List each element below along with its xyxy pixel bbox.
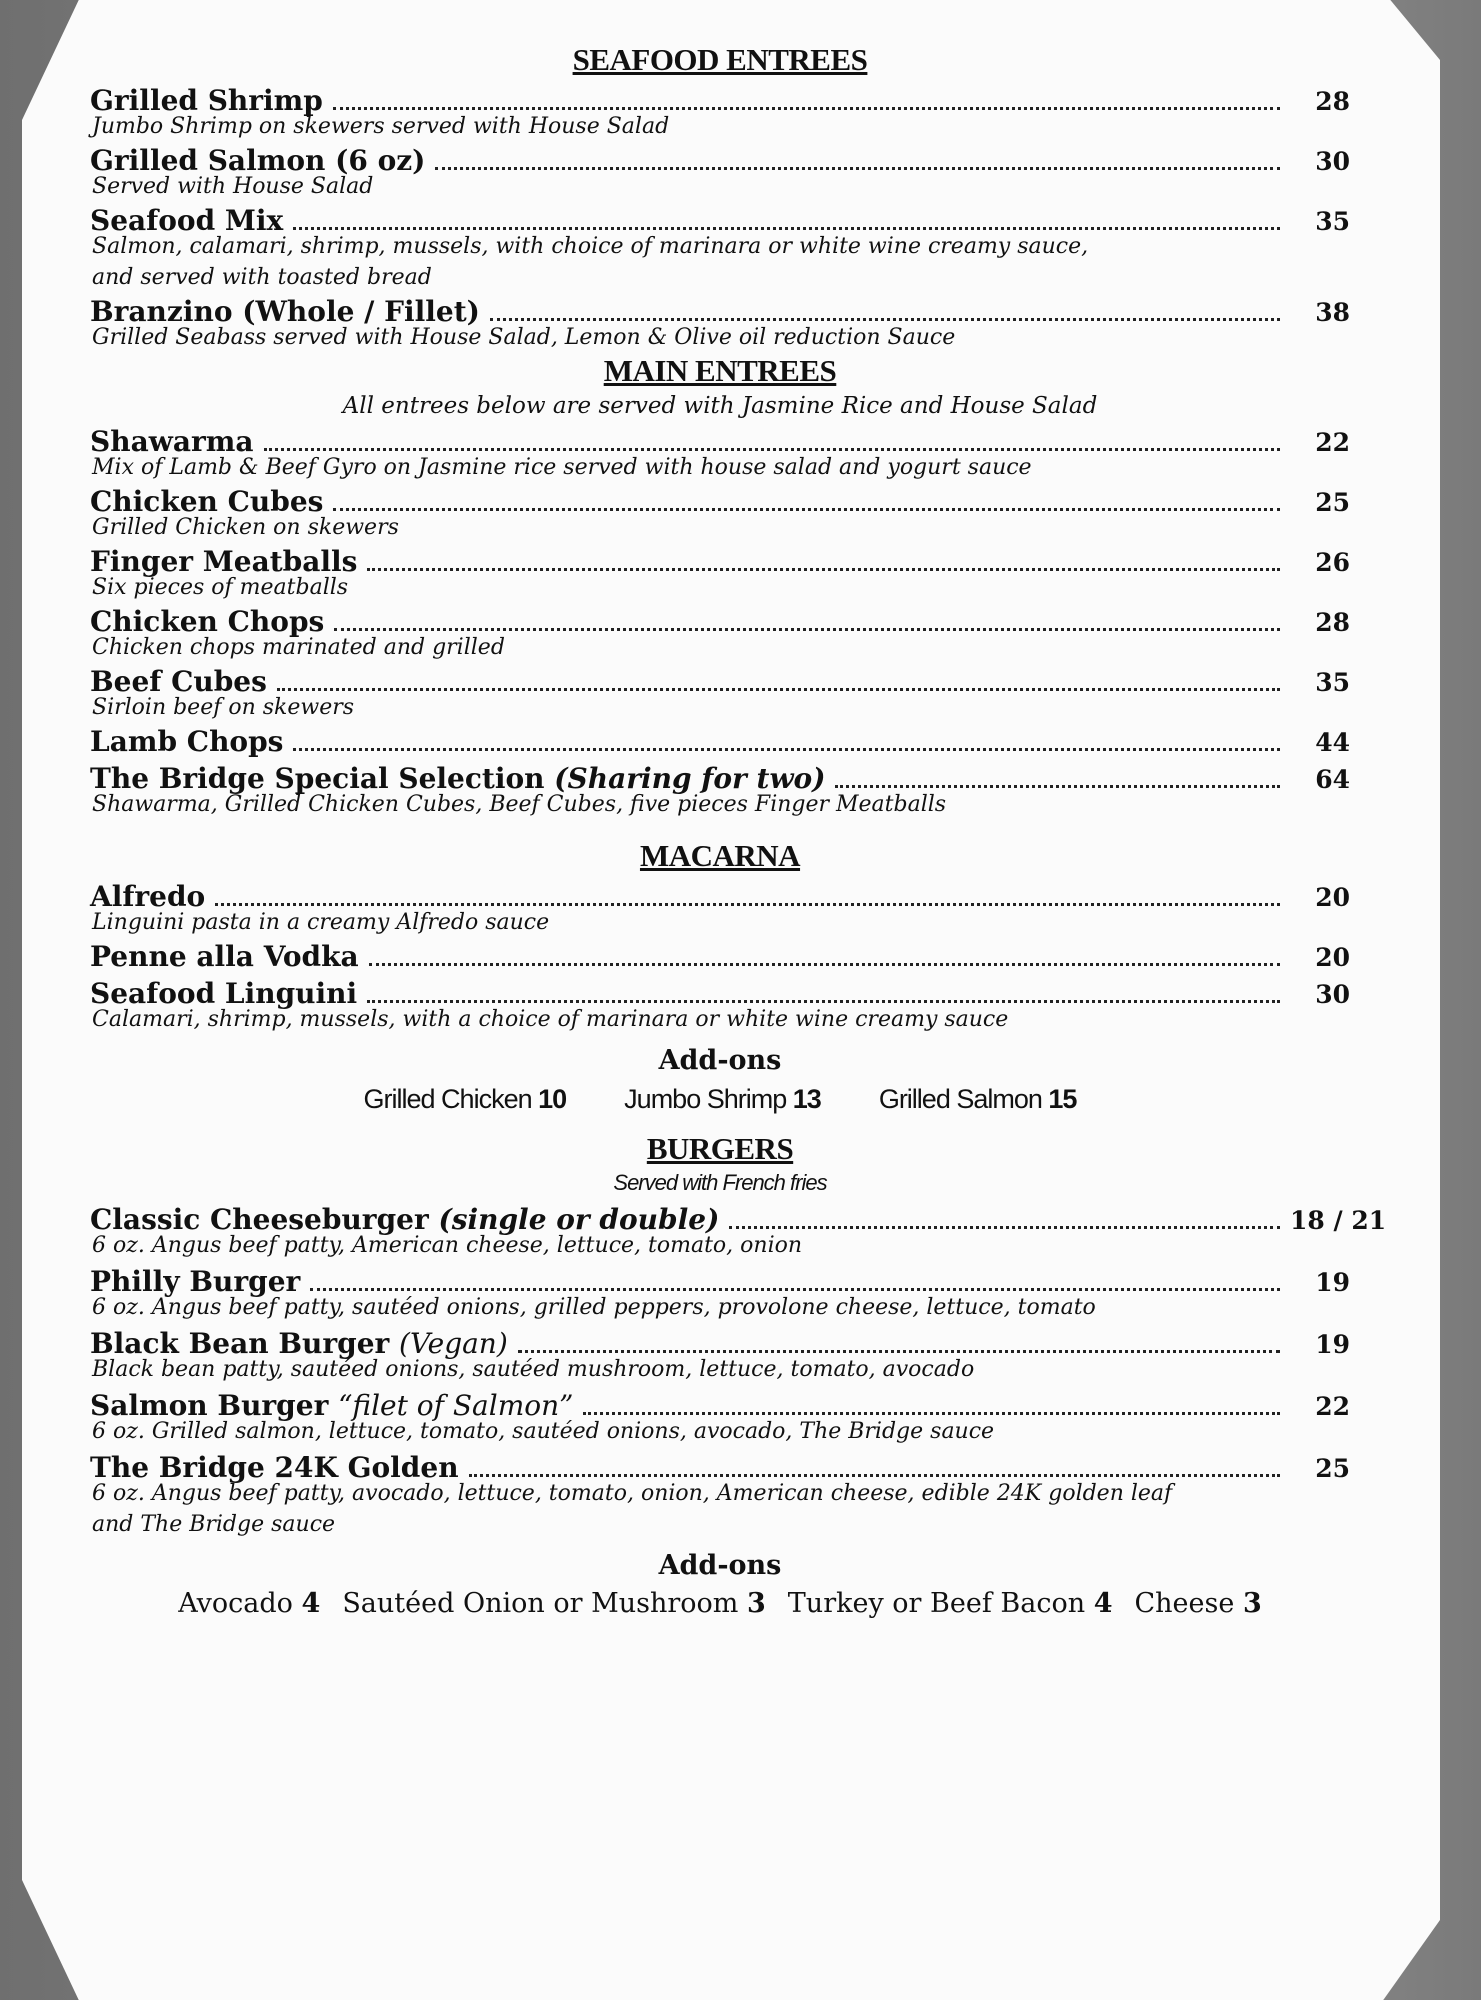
addon-name: Cheese xyxy=(1134,1588,1235,1619)
menu-item-title: Alfredo xyxy=(90,880,206,913)
leader-dots xyxy=(264,448,1281,451)
addon-name: Grilled Chicken xyxy=(363,1084,532,1114)
leader-dots xyxy=(293,227,1280,230)
menu-item xyxy=(90,977,1350,1033)
menu-item xyxy=(90,295,1350,351)
seafood-list xyxy=(90,84,1350,351)
menu-item-price: 19 xyxy=(1315,1330,1350,1359)
menu-item xyxy=(90,762,1350,818)
addon-item xyxy=(1135,1584,1262,1624)
menu-item-title: Grilled Salmon (6 oz) xyxy=(90,144,426,177)
leader-dots xyxy=(277,688,1280,691)
menu-item xyxy=(90,940,1350,973)
menu-item-description: Calamari, shrimp, mussels, with a choice of marinara or white wine creamy sauce xyxy=(92,1007,1009,1032)
menu-item xyxy=(90,1327,1350,1383)
menu-item-row xyxy=(90,940,1350,973)
menu-sheet xyxy=(90,40,1387,1940)
macarna-addons xyxy=(90,1079,1350,1119)
leader-dots xyxy=(583,1412,1280,1415)
menu-item-description: Mix of Lamb & Beef Gyro on Jasmine rice served with house salad and yogurt sauce xyxy=(92,455,1032,480)
menu-item-price: 44 xyxy=(1315,728,1350,757)
leader-dots xyxy=(435,167,1280,170)
leader-dots xyxy=(490,318,1280,321)
leader-dots xyxy=(293,748,1280,751)
menu-item-description: 6 oz. Grilled salmon, lettuce, tomato, sautéed onions, avocado, The Bridge sauce xyxy=(92,1419,995,1444)
addon-price: 15 xyxy=(1048,1084,1077,1114)
addon-name: Avocado xyxy=(178,1588,293,1619)
addon-name: Jumbo Shrimp xyxy=(624,1084,787,1114)
menu-item-description: Sirloin beef on skewers xyxy=(92,695,355,720)
menu-item xyxy=(90,485,1350,541)
menu-item-price: 22 xyxy=(1315,1392,1350,1421)
section-title-macarna: MACARNA xyxy=(639,838,801,873)
menu-item-price: 38 xyxy=(1315,298,1350,327)
menu-item xyxy=(90,84,1350,140)
menu-item-title: Penne alla Vodka xyxy=(90,940,359,973)
addon-item xyxy=(788,1584,1113,1624)
menu-item-name xyxy=(90,725,283,758)
addon-item xyxy=(178,1584,320,1624)
menu-item-price: 28 xyxy=(1315,608,1350,637)
menu-item xyxy=(90,545,1350,601)
menu-item xyxy=(90,204,1350,291)
leader-dots xyxy=(333,508,1280,511)
menu-item-title: Salmon Burger xyxy=(90,1389,329,1422)
menu-item-title: Chicken Cubes xyxy=(90,485,324,518)
menu-item-title: The Bridge Special Selection xyxy=(90,762,545,795)
menu-item-description: Chicken chops marinated and grilled xyxy=(92,635,505,660)
section-title-seafood: SEAFOOD ENTREES xyxy=(572,42,868,77)
addon-name: Turkey or Beef Bacon xyxy=(787,1588,1086,1619)
menu-item-title: Chicken Chops xyxy=(90,605,325,638)
leader-dots xyxy=(367,1000,1280,1003)
main-list xyxy=(90,425,1350,818)
menu-item-title: Beef Cubes xyxy=(90,665,267,698)
menu-item-description: Salmon, calamari, shrimp, mussels, with choice of marinara or white wine creamy sauce, xyxy=(92,234,1089,259)
menu-item-title: Seafood Mix xyxy=(90,204,284,237)
menu-item-title: Grilled Shrimp xyxy=(90,84,323,117)
menu-item-price: 22 xyxy=(1315,428,1350,457)
menu-item-description: Shawarma, Grilled Chicken Cubes, Beef Cubes, five pieces Finger Meatballs xyxy=(92,792,947,817)
menu-item xyxy=(90,1389,1350,1445)
menu-item-price: 26 xyxy=(1315,548,1350,577)
menu-item-aside: (single or double) xyxy=(438,1203,720,1236)
menu-item xyxy=(90,880,1350,936)
menu-item-title: Black Bean Burger xyxy=(90,1327,390,1360)
menu-item-description-cont: and served with toasted bread xyxy=(92,265,432,290)
addon-item xyxy=(879,1079,1077,1119)
menu-item-price: 20 xyxy=(1315,943,1350,972)
menu-item-description: Black bean patty, sautéed onions, sautéed mushroom, lettuce, tomato, avocado xyxy=(92,1357,975,1382)
main-entrees-note: All entrees below are served with Jasmine Rice and House Salad xyxy=(342,393,1098,419)
menu-item xyxy=(90,144,1350,200)
addon-item xyxy=(364,1079,567,1119)
menu-item-title: Lamb Chops xyxy=(90,725,284,758)
macarna-list xyxy=(90,880,1350,1033)
section-title-main: MAIN ENTREES xyxy=(603,353,837,388)
menu-item-aside: (Sharing for two) xyxy=(554,762,826,795)
menu-item-description: Grilled Seabass served with House Salad, Lemon & Olive oil reduction Sauce xyxy=(92,325,956,350)
addon-item xyxy=(624,1079,821,1119)
menu-item-description: Linguini pasta in a creamy Alfredo sauce xyxy=(92,910,550,935)
menu-item xyxy=(90,1451,1350,1538)
menu-item-description-cont: and The Bridge sauce xyxy=(92,1512,336,1537)
burgers-addons-title: Add-ons xyxy=(658,1550,782,1581)
menu-item-aside: (Vegan) xyxy=(399,1327,508,1360)
menu-item-title: Classic Cheeseburger xyxy=(90,1203,429,1236)
menu-item-description: 6 oz. Angus beef patty, avocado, lettuce, tomato, onion, American cheese, edible 24K golden leaf xyxy=(92,1481,1173,1506)
menu-item-price: 20 xyxy=(1315,883,1350,912)
menu-item-price: 35 xyxy=(1315,207,1350,236)
menu-item-price: 25 xyxy=(1315,488,1350,517)
menu-item-title: Seafood Linguini xyxy=(90,977,358,1010)
menu-item xyxy=(90,1203,1387,1259)
menu-item-title: The Bridge 24K Golden xyxy=(90,1451,459,1484)
leader-dots xyxy=(310,1288,1280,1291)
menu-item-description: 6 oz. Angus beef patty, American cheese, lettuce, tomato, onion xyxy=(92,1233,803,1258)
menu-item-price: 18 / 21 xyxy=(1290,1206,1387,1235)
menu-item-description: Served with House Salad xyxy=(92,174,374,199)
menu-item-title: Philly Burger xyxy=(90,1265,301,1298)
addon-price: 3 xyxy=(747,1588,766,1619)
menu-item-price: 25 xyxy=(1315,1454,1350,1483)
section-title-burgers: BURGERS xyxy=(646,1131,794,1166)
menu-item-price: 28 xyxy=(1315,87,1350,116)
menu-item-aside: “filet of Salmon” xyxy=(338,1389,574,1422)
menu-item xyxy=(90,605,1350,661)
addon-name: Grilled Salmon xyxy=(878,1084,1042,1114)
menu-item-price: 35 xyxy=(1315,668,1350,697)
menu-item xyxy=(90,425,1350,481)
menu-item xyxy=(90,1265,1350,1321)
macarna-addons-title: Add-ons xyxy=(658,1045,782,1076)
leader-dots xyxy=(835,785,1280,788)
addon-item xyxy=(342,1584,765,1624)
burgers-note: Served with French fries xyxy=(613,1170,827,1195)
menu-item-description: Grilled Chicken on skewers xyxy=(92,515,399,540)
menu-item-title: Shawarma xyxy=(90,425,254,458)
leader-dots xyxy=(729,1226,1280,1229)
menu-item-price: 19 xyxy=(1315,1268,1350,1297)
leader-dots xyxy=(469,1474,1280,1477)
burgers-list xyxy=(90,1203,1387,1538)
menu-item-price: 30 xyxy=(1315,980,1350,1009)
leader-dots xyxy=(367,568,1280,571)
burgers-addons xyxy=(90,1584,1350,1624)
menu-item xyxy=(90,665,1350,721)
addon-price: 10 xyxy=(538,1084,567,1114)
leader-dots xyxy=(334,628,1280,631)
menu-item-name xyxy=(90,940,359,973)
addon-price: 13 xyxy=(792,1084,821,1114)
leader-dots xyxy=(518,1350,1280,1353)
addon-name: Sautéed Onion or Mushroom xyxy=(342,1588,739,1619)
menu-item-description: 6 oz. Angus beef patty, sautéed onions, grilled peppers, provolone cheese, lettuce, tomato xyxy=(92,1295,1096,1320)
menu-item-description: Six pieces of meatballs xyxy=(92,575,349,600)
menu-item-row xyxy=(90,725,1350,758)
menu-item xyxy=(90,725,1350,758)
menu-item-price: 64 xyxy=(1315,765,1350,794)
menu-item-title: Finger Meatballs xyxy=(90,545,358,578)
addon-price: 4 xyxy=(1093,1588,1113,1619)
menu-item-title: Branzino (Whole / Fillet) xyxy=(90,295,480,328)
leader-dots xyxy=(369,963,1280,966)
menu-item-description: Jumbo Shrimp on skewers served with House Salad xyxy=(92,114,670,139)
menu-item-price: 30 xyxy=(1315,147,1350,176)
addon-price: 4 xyxy=(301,1588,321,1619)
leader-dots xyxy=(215,903,1280,906)
leader-dots xyxy=(333,107,1280,110)
addon-price: 3 xyxy=(1242,1588,1262,1619)
